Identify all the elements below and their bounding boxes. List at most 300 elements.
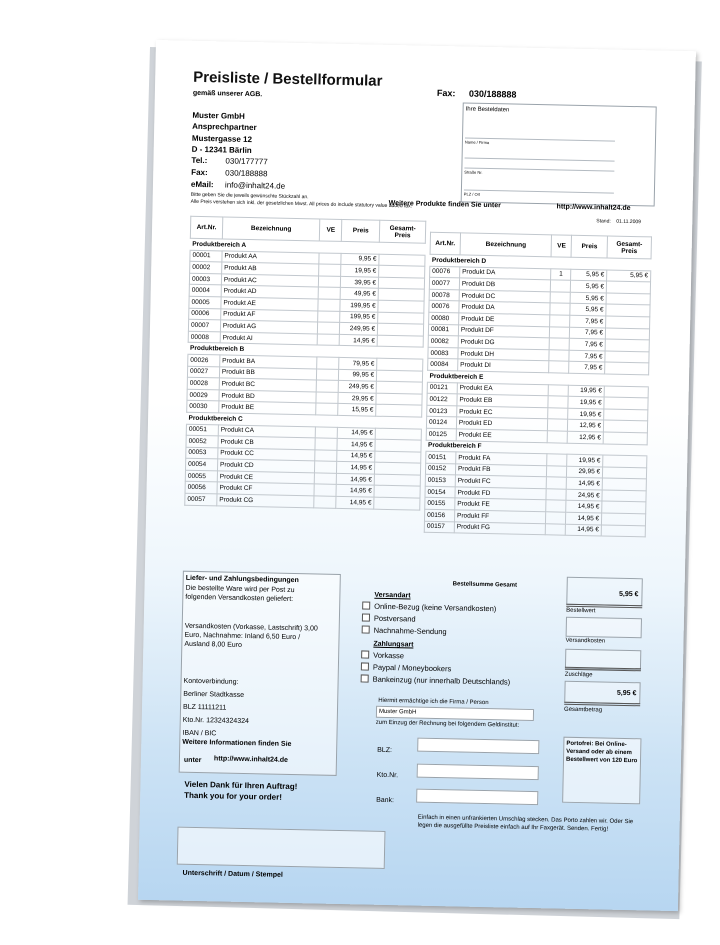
price-cell: 5,95 €	[571, 269, 607, 281]
total-cell	[375, 462, 421, 475]
total-cell	[378, 289, 424, 302]
kto-input[interactable]	[417, 764, 539, 781]
art-cell: 00124	[426, 417, 456, 429]
shipping-option-cod[interactable]: Nachnahme-Sendung	[362, 625, 447, 637]
art-cell: 00005	[189, 296, 221, 308]
quantity-cell[interactable]	[548, 384, 568, 396]
art-cell: 00057	[185, 493, 217, 505]
col-total: Gesamt- Preis	[607, 236, 651, 259]
authorization-line: Hiermit ermächtige ich die Firma / Person	[378, 697, 489, 707]
art-cell: 00080	[429, 312, 459, 324]
thanks-de: Vielen Dank für Ihren Auftrag!	[184, 779, 298, 792]
company-city: D - 12341 Bärlin	[191, 144, 252, 156]
col-desc: Bezeichnung	[460, 233, 552, 257]
price-cell: 7,95 €	[569, 338, 605, 350]
name-cell: Produkt DG	[458, 336, 550, 350]
email-label: eMail:	[190, 179, 214, 190]
fax-header-label: Fax:	[436, 87, 456, 99]
name-cell: Produkt BE	[219, 401, 317, 415]
terms-box	[179, 571, 341, 776]
name-cell: Produkt DF	[458, 324, 550, 338]
name-cell: Produkt BC	[219, 378, 317, 392]
bank-iban: IBAN / BIC	[182, 729, 217, 738]
checkbox-cod[interactable]	[362, 625, 370, 633]
price-cell: 49,95 €	[340, 288, 378, 300]
name-cell: Produkt CC	[218, 448, 316, 462]
blz-input[interactable]	[417, 738, 539, 755]
quantity-cell[interactable]	[548, 419, 568, 431]
name-cell: Produkt DE	[459, 313, 551, 327]
price-cell: 39,95 €	[341, 276, 379, 288]
price-cell: 79,95 €	[339, 357, 377, 369]
price-cell: 7,95 €	[569, 350, 605, 362]
quantity-cell[interactable]	[318, 322, 340, 334]
note-vat: Alle Preis verstehen sich inkl. der gesetzlichen Mwst. All prices do include statutory value added tax.	[190, 198, 413, 210]
col-price: Preis	[571, 235, 607, 258]
total-cell	[377, 358, 423, 371]
section-title: Produktbereich C	[186, 412, 421, 429]
name-cell: Produkt AG	[220, 320, 318, 334]
art-cell: 00008	[188, 331, 220, 343]
quantity-cell[interactable]	[546, 500, 566, 512]
total-cell	[604, 385, 648, 398]
quantity-cell[interactable]	[548, 408, 568, 420]
quantity-cell[interactable]	[550, 315, 570, 327]
total-cell	[375, 428, 421, 441]
art-cell: 00054	[185, 458, 217, 470]
zuschlaege-label: Zuschläge	[564, 671, 593, 679]
art-cell: 00122	[427, 393, 457, 405]
quantity-cell[interactable]	[549, 361, 569, 373]
price-cell: 5,95 €	[571, 280, 607, 292]
more-products-label: Weitere Produkte finden Sie unter	[388, 199, 501, 210]
quantity-cell[interactable]	[548, 396, 568, 408]
quantity-cell[interactable]	[315, 461, 337, 473]
name-cell: Produkt FC	[455, 475, 547, 489]
quantity-cell[interactable]: 1	[551, 268, 571, 280]
art-cell: 00123	[427, 405, 457, 417]
price-cell: 19,95 €	[341, 265, 379, 277]
name-cell: Produkt EB	[457, 394, 549, 408]
section-title: Produktbereich B	[188, 343, 423, 360]
price-cell: 7,95 €	[570, 327, 606, 339]
price-cell: 19,95 €	[568, 408, 604, 420]
tel-value: 030/177777	[225, 156, 268, 167]
art-cell: 00157	[424, 521, 454, 533]
versandkosten-box	[566, 617, 642, 639]
price-cell: 12,95 €	[567, 431, 603, 443]
bank-name: Berliner Stadtkasse	[183, 690, 245, 699]
bank-label: Bank:	[376, 796, 395, 805]
art-cell: 00027	[187, 366, 219, 378]
name-field-label: Name / Firma	[464, 139, 490, 145]
versandkosten-label: Versandkosten	[565, 637, 606, 645]
signature-label: Unterschrift / Datum / Stempel	[182, 869, 283, 879]
art-cell: 00055	[185, 470, 217, 482]
gesamt-box	[564, 681, 640, 705]
name-cell: Produkt FF	[454, 510, 546, 524]
company-name: Muster GmbH	[192, 110, 245, 121]
art-cell: 00155	[425, 498, 455, 510]
art-cell: 00077	[429, 277, 459, 289]
blz-label: BLZ:	[377, 746, 393, 755]
name-cell: Produkt DC	[459, 290, 551, 304]
name-cell: Produkt AD	[221, 285, 319, 299]
quantity-cell[interactable]	[318, 311, 340, 323]
order-data-box	[461, 102, 657, 206]
more-products-url[interactable]: http://www.inhalt24.de	[556, 203, 631, 212]
info-under: unter	[183, 756, 202, 765]
name-cell: Produkt AC	[221, 274, 319, 288]
name-cell: Produkt AE	[221, 297, 319, 311]
total-cell	[379, 254, 425, 267]
price-cell: 5,95 €	[570, 304, 606, 316]
name-cell: Produkt AI	[220, 332, 318, 346]
quantity-cell[interactable]	[314, 484, 336, 496]
total-cell	[602, 490, 646, 503]
art-cell: 00056	[185, 482, 217, 494]
total-cell	[377, 323, 423, 336]
col-art: Art.Nr.	[190, 216, 222, 239]
name-cell: Produkt FG	[454, 522, 546, 536]
quantity-cell[interactable]	[317, 334, 339, 346]
total-cell	[377, 335, 423, 348]
name-cell: Produkt FB	[455, 464, 547, 478]
art-cell: 00003	[189, 273, 221, 285]
name-cell: Produkt CF	[217, 482, 315, 496]
price-cell: 14,95 €	[566, 501, 602, 513]
total-cell	[605, 351, 649, 364]
art-cell: 00006	[189, 308, 221, 320]
art-cell: 00028	[187, 377, 219, 389]
terms-costs2: Euro, Nachnahme: Inland 6,50 Euro /	[184, 631, 301, 642]
quantity-cell[interactable]	[317, 368, 339, 380]
quantity-cell[interactable]	[316, 392, 338, 404]
quantity-cell[interactable]	[317, 357, 339, 369]
total-cell	[379, 265, 425, 278]
art-cell: 00152	[425, 463, 455, 475]
kto-label: Kto.Nr.	[376, 771, 399, 780]
total-cell	[602, 513, 646, 526]
note-quantity: Bitte geben Sie die jeweils gewünschte Stückzahl an.	[190, 191, 309, 201]
form-content	[176, 69, 659, 899]
total-cell	[375, 451, 421, 464]
quantity-cell[interactable]	[546, 489, 566, 501]
quantity-cell[interactable]	[549, 350, 569, 362]
price-cell: 5,95 €	[570, 292, 606, 304]
total-cell	[605, 362, 649, 375]
art-cell: 00156	[424, 509, 454, 521]
quantity-cell[interactable]	[316, 380, 338, 392]
name-cell: Produkt DI	[458, 359, 550, 373]
total-cell	[606, 293, 650, 306]
terms-line1: Die bestellte Ware wird per Post zu	[185, 584, 295, 595]
art-cell: 00154	[425, 486, 455, 498]
art-cell: 00002	[190, 261, 222, 273]
page-subtitle: gemäß unserer AGB.	[192, 89, 263, 99]
terms-costs3: Ausland 8,00 Euro	[184, 640, 243, 649]
art-cell: 00125	[426, 428, 456, 440]
quantity-cell[interactable]	[318, 287, 340, 299]
art-cell: 00083	[428, 347, 458, 359]
quantity-cell[interactable]	[550, 326, 570, 338]
total-cell	[378, 300, 424, 313]
name-cell: Produkt EE	[456, 429, 548, 443]
art-cell: 00082	[428, 335, 458, 347]
city-field-label: PLZ / Ort	[463, 191, 481, 197]
checkbox-paypal[interactable]	[361, 662, 369, 670]
company-contact: Ansprechpartner	[192, 121, 257, 133]
street-field-line[interactable]	[464, 167, 614, 171]
price-cell: 249,95 €	[340, 323, 378, 335]
name-cell: Produkt DB	[459, 278, 551, 292]
total-cell	[604, 409, 648, 422]
art-cell: 00052	[186, 435, 218, 447]
name-cell: Produkt CB	[218, 436, 316, 450]
price-cell: 14,95 €	[337, 427, 375, 439]
quantity-cell[interactable]	[547, 477, 567, 489]
art-cell: 00121	[427, 382, 457, 394]
name-cell: Produkt AB	[222, 262, 320, 276]
payment-option-prepay[interactable]: Vorkasse	[361, 650, 404, 661]
total-cell	[602, 501, 646, 514]
name-cell: Produkt DA	[460, 267, 552, 281]
art-cell: 00029	[187, 389, 219, 401]
price-cell: 29,95 €	[567, 466, 603, 478]
company-street: Mustergasse 12	[191, 133, 253, 145]
bestellwert-value: 5,95 €	[618, 590, 639, 599]
name-cell: Produkt EC	[457, 406, 549, 420]
name-cell: Produkt AA	[222, 251, 320, 265]
order-box-title: Ihre Besteldaten	[465, 106, 510, 114]
checkbox-debit[interactable]	[361, 674, 369, 682]
gesamt-value: 5,95 €	[616, 689, 637, 698]
price-cell: 14,95 €	[566, 512, 602, 524]
fax-value: 030/188888	[225, 168, 268, 179]
quantity-cell[interactable]	[549, 338, 569, 350]
total-cell	[376, 381, 422, 394]
name-cell: Produkt CG	[217, 494, 315, 508]
total-cell	[377, 370, 423, 383]
col-art: Art.Nr.	[430, 232, 460, 255]
quantity-cell[interactable]	[547, 465, 567, 477]
col-price: Preis	[342, 219, 380, 242]
name-cell: Produkt DA	[459, 301, 551, 315]
price-table-left	[184, 216, 426, 511]
price-cell: 199,95 €	[340, 311, 378, 323]
checkbox-online[interactable]	[362, 601, 370, 609]
quantity-cell[interactable]	[550, 303, 570, 315]
price-cell: 14,95 €	[565, 524, 601, 536]
price-cell: 14,95 €	[566, 477, 602, 489]
section-title: Produktbereich F	[426, 440, 647, 456]
bank-blz: BLZ 11111211	[182, 703, 227, 712]
page-title: Preisliste / Bestellformular	[193, 68, 383, 90]
bestellwert-label: Bestellwert	[566, 607, 596, 615]
total-cell	[601, 525, 645, 538]
price-table-right	[424, 232, 652, 538]
street-field-label: Straße Nr.	[464, 169, 483, 175]
total-cell	[606, 281, 650, 294]
price-cell: 29,95 €	[338, 392, 376, 404]
authorization-purpose: zum Einzug der Rechnung bei folgendem Geldinstitut:	[375, 719, 520, 729]
name-cell: Produkt EA	[457, 382, 549, 396]
quantity-cell[interactable]	[319, 264, 341, 276]
price-cell: 99,95 €	[339, 369, 377, 381]
name-cell: Produkt FD	[455, 487, 547, 501]
art-cell: 00081	[428, 324, 458, 336]
total-cell	[378, 312, 424, 325]
portofrei-box	[562, 737, 641, 805]
bank-title: Kontoverbindung:	[183, 677, 239, 686]
order-sum-title: Bestellsumme Gesamt	[452, 581, 518, 589]
quantity-cell[interactable]	[316, 403, 338, 415]
total-cell	[374, 486, 420, 499]
art-cell: 00007	[188, 319, 220, 331]
art-cell: 00026	[188, 354, 220, 366]
portofrei-text: Portofrei: Bei Online-Versand oder ab einem Bestellwert von 120 Euro	[565, 740, 638, 765]
shipping-title: Versandart	[374, 591, 411, 600]
total-cell	[602, 478, 646, 491]
quantity-cell[interactable]	[550, 292, 570, 304]
total-cell	[374, 497, 420, 510]
quantity-cell[interactable]	[315, 473, 337, 485]
col-ve: VE	[551, 235, 571, 257]
total-cell	[604, 420, 648, 433]
price-cell: 14,95 €	[336, 496, 374, 508]
price-cell: 9,95 €	[341, 253, 379, 265]
quantity-cell[interactable]	[314, 496, 336, 508]
price-cell: 14,95 €	[336, 485, 374, 497]
name-cell: Produkt FE	[455, 498, 547, 512]
total-cell	[375, 439, 421, 452]
gesamt-label: Gesamtbetrag	[564, 706, 603, 714]
shipping-option-online[interactable]: Online-Bezug (keine Versandkosten)	[362, 601, 496, 614]
total-cell	[374, 474, 420, 487]
quantity-cell[interactable]	[315, 438, 337, 450]
price-cell: 14,95 €	[337, 438, 375, 450]
quantity-cell[interactable]	[316, 426, 338, 438]
total-cell	[603, 467, 647, 480]
art-cell: 00084	[428, 359, 458, 371]
stand-label: Stand:	[596, 218, 611, 225]
info-url[interactable]: http://www.inhalt24.de	[213, 755, 289, 764]
quantity-cell[interactable]	[547, 431, 567, 443]
fax-header-number: 030/188888	[468, 88, 517, 100]
name-cell: Produkt CD	[217, 459, 315, 473]
name-cell: Produkt CA	[218, 424, 316, 438]
col-total: Gesamt- Preis	[379, 220, 425, 243]
shipping-option-post[interactable]: Postversand	[362, 613, 416, 624]
col-ve: VE	[320, 219, 342, 241]
signature-box[interactable]	[177, 827, 386, 869]
terms-line2: folgenden Versandkosten geliefert:	[185, 593, 294, 603]
fax-label: Fax:	[191, 167, 208, 178]
quantity-cell[interactable]	[546, 512, 566, 524]
name-cell: Produkt CE	[217, 471, 315, 485]
payment-option-debit[interactable]: Bankeinzug (nur innerhalb Deutschlands)	[361, 674, 511, 687]
extra-field-line[interactable]	[465, 157, 615, 161]
checkbox-prepay[interactable]	[361, 650, 369, 658]
document-sheet	[138, 40, 696, 911]
terms-costs1: Versandkosten (Vorkasse, Lastschrift) 3,00	[184, 622, 318, 633]
thanks-en: Thank you for your order!	[184, 790, 283, 802]
name-cell: Produkt ED	[456, 417, 548, 431]
name-cell: Produkt BB	[219, 366, 317, 380]
email-value[interactable]: info@inhalt24.de	[224, 180, 286, 191]
quantity-cell[interactable]	[551, 280, 571, 292]
section-title: Produktbereich A	[190, 238, 425, 255]
quantity-cell[interactable]	[315, 450, 337, 462]
info-label: Weitere Informationen finden Sie	[182, 738, 292, 748]
price-cell: 19,95 €	[567, 454, 603, 466]
total-cell	[376, 405, 422, 418]
section-title: Produktbereich E	[427, 370, 648, 386]
quantity-cell[interactable]	[547, 454, 567, 466]
total-cell: 5,95 €	[607, 270, 651, 283]
payment-title: Zahlungsart	[373, 640, 414, 649]
terms-title: Liefer- und Zahlungsbedingungen	[185, 574, 299, 585]
total-cell	[376, 393, 422, 406]
price-cell: 14,95 €	[336, 473, 374, 485]
tel-label: Tel.:	[191, 155, 208, 166]
price-cell: 12,95 €	[568, 420, 604, 432]
stand-date: 01.11.2009	[616, 218, 642, 226]
quantity-cell[interactable]	[546, 523, 566, 535]
name-cell: Produkt BA	[220, 355, 318, 369]
art-cell: 00076	[429, 301, 459, 313]
price-cell: 14,95 €	[337, 462, 375, 474]
total-cell	[603, 455, 647, 468]
quantity-cell[interactable]	[318, 299, 340, 311]
art-cell: 00053	[186, 447, 218, 459]
checkbox-post[interactable]	[362, 613, 370, 621]
art-cell: 00001	[190, 250, 222, 262]
bestellwert-box	[566, 577, 643, 607]
price-cell: 14,95 €	[337, 450, 375, 462]
price-cell: 14,95 €	[339, 334, 377, 346]
bank-input[interactable]	[416, 789, 538, 806]
price-cell: 19,95 €	[568, 385, 604, 397]
quantity-cell[interactable]	[319, 253, 341, 265]
total-cell	[606, 316, 650, 329]
price-cell: 249,95 €	[338, 381, 376, 393]
art-cell: 00051	[186, 424, 218, 436]
name-cell: Produkt DH	[458, 348, 550, 362]
art-cell: 00004	[189, 285, 221, 297]
price-cell: 19,95 €	[568, 396, 604, 408]
total-cell	[606, 304, 650, 317]
name-cell: Produkt FA	[456, 452, 548, 466]
price-cell: 199,95 €	[340, 299, 378, 311]
art-cell: 00076	[430, 266, 460, 278]
quantity-cell[interactable]	[319, 276, 341, 288]
section-title: Produktbereich D	[430, 254, 651, 270]
total-cell	[605, 328, 649, 341]
payment-option-paypal[interactable]: Paypal / Moneybookers	[361, 662, 452, 674]
name-cell: Produkt AF	[221, 308, 319, 322]
city-field-line[interactable]	[464, 189, 614, 193]
authorization-company: Muster GmbH	[378, 708, 417, 716]
total-cell	[604, 397, 648, 410]
fax-note: Einfach in einen unfrankierten Umschlag stecken. Das Porto zahlen wir. Oder Sie legen die ausgefüllte Preisliste einfach auf Ihr Faxgerät. Senden. Fertig!	[417, 814, 634, 833]
col-desc: Bezeichnung	[222, 217, 320, 241]
art-cell: 00078	[429, 289, 459, 301]
art-cell: 00151	[426, 451, 456, 463]
art-cell: 00153	[425, 475, 455, 487]
price-cell: 24,95 €	[566, 489, 602, 501]
price-cell: 7,95 €	[570, 315, 606, 327]
